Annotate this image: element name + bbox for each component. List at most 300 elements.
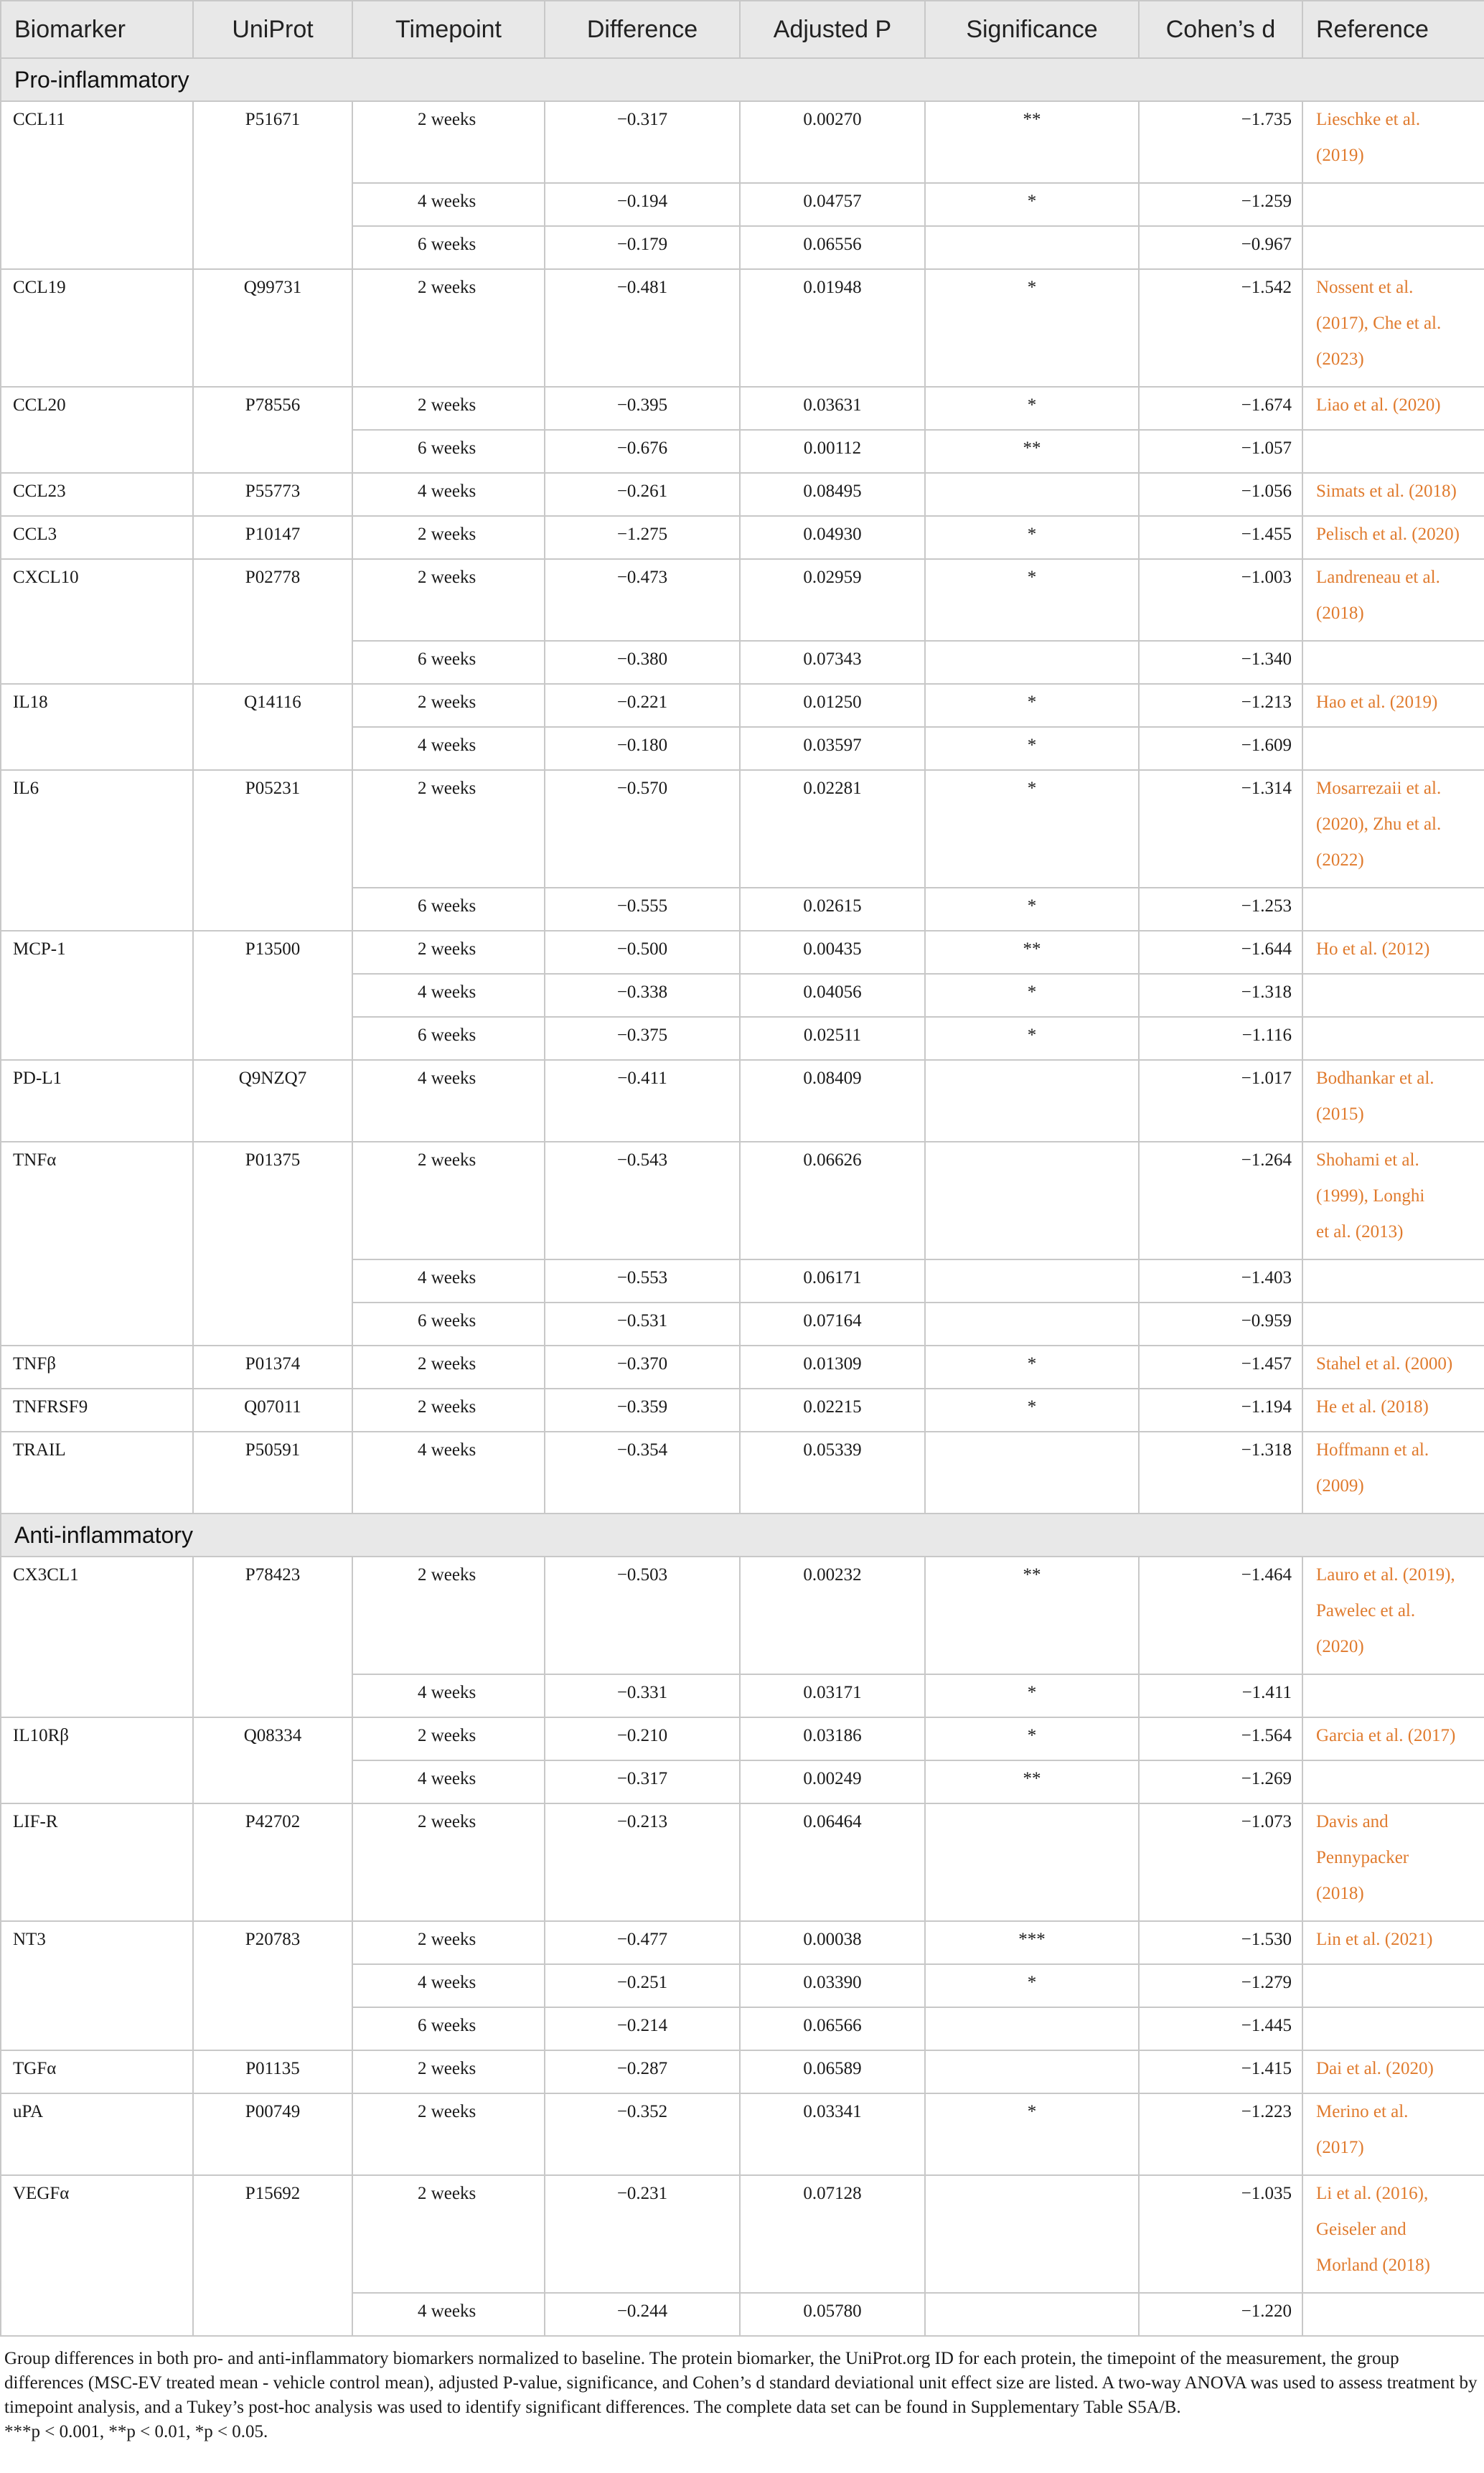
- difference-cell: −0.354: [545, 1432, 740, 1514]
- timepoint-cell: 4 weeks: [352, 974, 545, 1017]
- reference-link[interactable]: Lieschke et al.: [1316, 110, 1421, 129]
- reference-link[interactable]: Pelisch et al. (2020): [1316, 525, 1460, 544]
- difference-cell: −0.395: [545, 387, 740, 430]
- reference-link[interactable]: (2018): [1316, 604, 1364, 623]
- cohens-d-cell: −1.264: [1139, 1142, 1302, 1259]
- reference-link[interactable]: (2018): [1316, 1884, 1364, 1903]
- cohens-d-cell: −1.056: [1139, 473, 1302, 516]
- reference-link[interactable]: Lin et al. (2021): [1316, 1930, 1433, 1949]
- significance-cell: [925, 2007, 1139, 2050]
- cohens-d-cell: −1.057: [1139, 430, 1302, 473]
- section-header-row: [1, 1514, 1484, 1557]
- significance-cell: *: [925, 1389, 1139, 1432]
- reference-cell: [1302, 1259, 1484, 1303]
- significance-cell: *: [925, 1346, 1139, 1389]
- table-row: [1, 1389, 1484, 1432]
- difference-cell: −0.473: [545, 559, 740, 641]
- cohens-d-cell: −1.340: [1139, 641, 1302, 684]
- reference-cell: [1302, 1017, 1484, 1060]
- adjusted-p-cell: 0.00232: [740, 1557, 925, 1674]
- uniprot-cell: P01374: [193, 1346, 352, 1389]
- significance-key: ***p < 0.001, **p < 0.01, *p < 0.05.: [4, 2422, 268, 2441]
- reference-cell: [1302, 727, 1484, 770]
- uniprot-cell: P13500: [193, 931, 352, 1060]
- uniprot-cell: Q9NZQ7: [193, 1060, 352, 1142]
- timepoint-cell: 6 weeks: [352, 888, 545, 931]
- table-row: [1, 559, 1484, 641]
- significance-cell: **: [925, 101, 1139, 183]
- biomarker-cell: IL6: [1, 770, 193, 931]
- timepoint-cell: 6 weeks: [352, 1017, 545, 1060]
- cohens-d-cell: −1.415: [1139, 2050, 1302, 2093]
- difference-cell: −0.213: [545, 1803, 740, 1921]
- reference-cell: [1302, 473, 1484, 516]
- biomarker-cell: TRAIL: [1, 1432, 193, 1514]
- difference-cell: −0.503: [545, 1557, 740, 1674]
- uniprot-cell: P42702: [193, 1803, 352, 1921]
- uniprot-cell: P00749: [193, 2093, 352, 2175]
- adjusted-p-cell: 0.03341: [740, 2093, 925, 2175]
- significance-cell: *: [925, 1717, 1139, 1760]
- header-significance: Significance: [925, 1, 1139, 58]
- reference-link[interactable]: Davis and: [1316, 1812, 1389, 1831]
- difference-cell: −0.555: [545, 888, 740, 931]
- reference-cell: [1302, 1674, 1484, 1717]
- header-biomarker: Biomarker: [1, 1, 193, 58]
- difference-cell: −0.543: [545, 1142, 740, 1259]
- adjusted-p-cell: 0.06556: [740, 226, 925, 269]
- header-row: [1, 1, 1484, 58]
- significance-cell: *: [925, 559, 1139, 641]
- reference-link[interactable]: (2017), Che et al.: [1316, 314, 1442, 333]
- reference-cell: [1302, 1803, 1484, 1921]
- reference-link[interactable]: He et al. (2018): [1316, 1397, 1429, 1417]
- reference-link[interactable]: Liao et al. (2020): [1316, 395, 1441, 415]
- adjusted-p-cell: 0.00270: [740, 101, 925, 183]
- difference-cell: −0.231: [545, 2175, 740, 2293]
- difference-cell: −0.481: [545, 269, 740, 387]
- timepoint-cell: 6 weeks: [352, 641, 545, 684]
- table-row: [1, 1557, 1484, 1674]
- cohens-d-cell: −0.967: [1139, 226, 1302, 269]
- significance-cell: [925, 1432, 1139, 1514]
- table-row: [1, 1803, 1484, 1921]
- cohens-d-cell: −1.609: [1139, 727, 1302, 770]
- significance-cell: [925, 1259, 1139, 1303]
- significance-cell: [925, 2175, 1139, 2293]
- cohens-d-cell: −1.318: [1139, 974, 1302, 1017]
- timepoint-cell: 4 weeks: [352, 1760, 545, 1803]
- biomarker-cell: VEGFα: [1, 2175, 193, 2336]
- table-row: [1, 1346, 1484, 1389]
- difference-cell: −0.261: [545, 473, 740, 516]
- significance-cell: ***: [925, 1921, 1139, 1964]
- timepoint-cell: 2 weeks: [352, 1142, 545, 1259]
- reference-cell: [1302, 2093, 1484, 2175]
- significance-cell: [925, 641, 1139, 684]
- timepoint-cell: 4 weeks: [352, 1964, 545, 2007]
- reference-cell: [1302, 101, 1484, 183]
- difference-cell: −1.275: [545, 516, 740, 559]
- cohens-d-cell: −1.259: [1139, 183, 1302, 226]
- reference-cell: [1302, 226, 1484, 269]
- significance-cell: *: [925, 684, 1139, 727]
- significance-cell: *: [925, 727, 1139, 770]
- adjusted-p-cell: 0.06626: [740, 1142, 925, 1259]
- cohens-d-cell: −1.735: [1139, 101, 1302, 183]
- cohens-d-cell: −1.674: [1139, 387, 1302, 430]
- uniprot-cell: P05231: [193, 770, 352, 931]
- adjusted-p-cell: 0.00249: [740, 1760, 925, 1803]
- adjusted-p-cell: 0.02281: [740, 770, 925, 888]
- adjusted-p-cell: 0.06171: [740, 1259, 925, 1303]
- cohens-d-cell: −1.457: [1139, 1346, 1302, 1389]
- reference-link[interactable]: (2022): [1316, 850, 1364, 870]
- section-title: Anti-inflammatory: [1, 1514, 1484, 1557]
- reference-link[interactable]: Dai et al. (2020): [1316, 2059, 1434, 2078]
- significance-cell: *: [925, 387, 1139, 430]
- biomarker-cell: uPA: [1, 2093, 193, 2175]
- uniprot-cell: Q07011: [193, 1389, 352, 1432]
- table-row: [1, 2175, 1484, 2293]
- reference-link[interactable]: Landreneau et al.: [1316, 568, 1440, 587]
- footnote-caption: Group differences in both pro- and anti-inflammatory biomarkers normalized to baseline. The protein biomarker, the UniProt.org ID for each protein, the timepoint of the measurement, the group differences (MSC-EV treated mean - vehicle control mean), adjusted P-value, significance, and Cohen’s d standard deviational unit effect size are listed. A two-way ANOVA was used to assess treatment by timepoint analysis, and a Tukey’s post-hoc analysis was used to identify significant differences. The complete data set can be found in Supplementary Table S5A/B.: [4, 2349, 1478, 2417]
- significance-cell: [925, 1803, 1139, 1921]
- timepoint-cell: 2 weeks: [352, 684, 545, 727]
- header-uniprot: UniProt: [193, 1, 352, 58]
- table-row: [1, 516, 1484, 559]
- cohens-d-cell: −1.644: [1139, 931, 1302, 974]
- biomarker-cell: TNFβ: [1, 1346, 193, 1389]
- difference-cell: −0.331: [545, 1674, 740, 1717]
- difference-cell: −0.287: [545, 2050, 740, 2093]
- reference-cell: [1302, 559, 1484, 641]
- timepoint-cell: 4 weeks: [352, 2293, 545, 2336]
- cohens-d-cell: −1.003: [1139, 559, 1302, 641]
- reference-link[interactable]: Nossent et al.: [1316, 278, 1414, 297]
- reference-cell: [1302, 516, 1484, 559]
- cohens-d-cell: −1.542: [1139, 269, 1302, 387]
- difference-cell: −0.380: [545, 641, 740, 684]
- table-row: [1, 684, 1484, 727]
- cohens-d-cell: −1.035: [1139, 2175, 1302, 2293]
- reference-cell: [1302, 2293, 1484, 2336]
- biomarker-cell: TGFα: [1, 2050, 193, 2093]
- cohens-d-cell: −1.455: [1139, 516, 1302, 559]
- timepoint-cell: 2 weeks: [352, 2175, 545, 2293]
- uniprot-cell: P51671: [193, 101, 352, 269]
- significance-cell: *: [925, 974, 1139, 1017]
- uniprot-cell: P10147: [193, 516, 352, 559]
- uniprot-cell: Q14116: [193, 684, 352, 770]
- reference-link[interactable]: Bodhankar et al.: [1316, 1069, 1434, 1088]
- cohens-d-cell: −1.253: [1139, 888, 1302, 931]
- difference-cell: −0.375: [545, 1017, 740, 1060]
- adjusted-p-cell: 0.03171: [740, 1674, 925, 1717]
- header-adjusted-p: Adjusted P: [740, 1, 925, 58]
- table-body: [1, 58, 1484, 2336]
- cohens-d-cell: −1.279: [1139, 1964, 1302, 2007]
- cohens-d-cell: −1.017: [1139, 1060, 1302, 1142]
- biomarker-cell: CCL11: [1, 101, 193, 269]
- difference-cell: −0.194: [545, 183, 740, 226]
- uniprot-cell: Q08334: [193, 1717, 352, 1803]
- cohens-d-cell: −0.959: [1139, 1303, 1302, 1346]
- adjusted-p-cell: 0.04056: [740, 974, 925, 1017]
- timepoint-cell: 6 weeks: [352, 430, 545, 473]
- biomarker-cell: CCL20: [1, 387, 193, 473]
- adjusted-p-cell: 0.02615: [740, 888, 925, 931]
- adjusted-p-cell: 0.01309: [740, 1346, 925, 1389]
- significance-cell: *: [925, 1964, 1139, 2007]
- reference-cell: [1302, 1060, 1484, 1142]
- table-row: [1, 1921, 1484, 1964]
- difference-cell: −0.411: [545, 1060, 740, 1142]
- reference-cell: [1302, 1717, 1484, 1760]
- section-title: Pro-inflammatory: [1, 58, 1484, 101]
- cohens-d-cell: −1.269: [1139, 1760, 1302, 1803]
- reference-cell: [1302, 2050, 1484, 2093]
- difference-cell: −0.359: [545, 1389, 740, 1432]
- reference-cell: [1302, 1303, 1484, 1346]
- biomarker-cell: LIF-R: [1, 1803, 193, 1921]
- difference-cell: −0.317: [545, 1760, 740, 1803]
- difference-cell: −0.251: [545, 1964, 740, 2007]
- reference-link[interactable]: Stahel et al. (2000): [1316, 1354, 1453, 1374]
- timepoint-cell: 2 weeks: [352, 387, 545, 430]
- reference-cell: [1302, 1557, 1484, 1674]
- uniprot-cell: P20783: [193, 1921, 352, 2050]
- difference-cell: −0.570: [545, 770, 740, 888]
- uniprot-cell: P50591: [193, 1432, 352, 1514]
- significance-cell: *: [925, 888, 1139, 931]
- table-row: [1, 473, 1484, 516]
- timepoint-cell: 4 weeks: [352, 473, 545, 516]
- reference-link[interactable]: Simats et al. (2018): [1316, 482, 1457, 501]
- difference-cell: −0.317: [545, 101, 740, 183]
- cohens-d-cell: −1.403: [1139, 1259, 1302, 1303]
- table-row: [1, 2050, 1484, 2093]
- difference-cell: −0.370: [545, 1346, 740, 1389]
- biomarker-cell: CCL19: [1, 269, 193, 387]
- timepoint-cell: 2 weeks: [352, 2050, 545, 2093]
- timepoint-cell: 2 weeks: [352, 1346, 545, 1389]
- significance-cell: **: [925, 430, 1139, 473]
- table-row: [1, 269, 1484, 387]
- uniprot-cell: P15692: [193, 2175, 352, 2336]
- timepoint-cell: 4 weeks: [352, 1432, 545, 1514]
- timepoint-cell: 4 weeks: [352, 1259, 545, 1303]
- table-row: [1, 931, 1484, 974]
- header-difference: Difference: [545, 1, 740, 58]
- adjusted-p-cell: 0.06589: [740, 2050, 925, 2093]
- reference-cell: [1302, 974, 1484, 1017]
- significance-cell: **: [925, 931, 1139, 974]
- reference-link[interactable]: Shohami et al.: [1316, 1150, 1419, 1170]
- significance-cell: *: [925, 269, 1139, 387]
- biomarker-cell: TNFRSF9: [1, 1389, 193, 1432]
- reference-link[interactable]: Hao et al. (2019): [1316, 693, 1438, 712]
- biomarker-cell: CX3CL1: [1, 1557, 193, 1717]
- header-cohens-d: Cohen’s d: [1139, 1, 1302, 58]
- reference-link[interactable]: (2015): [1316, 1104, 1364, 1124]
- adjusted-p-cell: 0.03186: [740, 1717, 925, 1760]
- difference-cell: −0.221: [545, 684, 740, 727]
- reference-link[interactable]: et al. (2013): [1316, 1222, 1404, 1242]
- timepoint-cell: 6 weeks: [352, 2007, 545, 2050]
- significance-cell: *: [925, 183, 1139, 226]
- adjusted-p-cell: 0.07343: [740, 641, 925, 684]
- table-row: [1, 101, 1484, 183]
- reference-cell: [1302, 1346, 1484, 1389]
- reference-link[interactable]: (2020): [1316, 1637, 1364, 1656]
- biomarker-cell: IL10Rβ: [1, 1717, 193, 1803]
- reference-link[interactable]: Li et al. (2016),: [1316, 2184, 1429, 2203]
- difference-cell: −0.531: [545, 1303, 740, 1346]
- cohens-d-cell: −1.445: [1139, 2007, 1302, 2050]
- table-row: [1, 1717, 1484, 1760]
- reference-link[interactable]: Pawelec et al.: [1316, 1601, 1416, 1620]
- section-header-row: [1, 58, 1484, 101]
- adjusted-p-cell: 0.02959: [740, 559, 925, 641]
- reference-link[interactable]: Merino et al.: [1316, 2102, 1409, 2121]
- biomarker-cell: MCP-1: [1, 931, 193, 1060]
- timepoint-cell: 2 weeks: [352, 516, 545, 559]
- timepoint-cell: 6 weeks: [352, 1303, 545, 1346]
- uniprot-cell: Q99731: [193, 269, 352, 387]
- biomarker-cell: CCL23: [1, 473, 193, 516]
- table-footnote: [0, 2337, 1484, 2444]
- difference-cell: −0.244: [545, 2293, 740, 2336]
- adjusted-p-cell: 0.06566: [740, 2007, 925, 2050]
- significance-cell: *: [925, 770, 1139, 888]
- cohens-d-cell: −1.318: [1139, 1432, 1302, 1514]
- difference-cell: −0.179: [545, 226, 740, 269]
- cohens-d-cell: −1.564: [1139, 1717, 1302, 1760]
- reference-link[interactable]: (1999), Longhi: [1316, 1186, 1425, 1206]
- reference-cell: [1302, 2007, 1484, 2050]
- table-row: [1, 770, 1484, 888]
- header-reference: Reference: [1302, 1, 1484, 58]
- significance-cell: *: [925, 1674, 1139, 1717]
- adjusted-p-cell: 0.05339: [740, 1432, 925, 1514]
- uniprot-cell: P55773: [193, 473, 352, 516]
- difference-cell: −0.210: [545, 1717, 740, 1760]
- uniprot-cell: P02778: [193, 559, 352, 684]
- timepoint-cell: 2 weeks: [352, 1389, 545, 1432]
- reference-link[interactable]: Hoffmann et al.: [1316, 1440, 1429, 1460]
- significance-cell: [925, 2050, 1139, 2093]
- table-row: [1, 387, 1484, 430]
- significance-cell: [925, 2293, 1139, 2336]
- reference-cell: [1302, 770, 1484, 888]
- biomarker-cell: IL18: [1, 684, 193, 770]
- reference-link[interactable]: Garcia et al. (2017): [1316, 1726, 1456, 1745]
- cohens-d-cell: −1.223: [1139, 2093, 1302, 2175]
- reference-link[interactable]: Morland (2018): [1316, 2256, 1430, 2275]
- difference-cell: −0.352: [545, 2093, 740, 2175]
- reference-link[interactable]: (2020), Zhu et al.: [1316, 815, 1442, 834]
- significance-cell: [925, 1060, 1139, 1142]
- reference-cell: [1302, 2175, 1484, 2293]
- adjusted-p-cell: 0.01948: [740, 269, 925, 387]
- significance-cell: *: [925, 1017, 1139, 1060]
- header-timepoint: Timepoint: [352, 1, 545, 58]
- reference-cell: [1302, 430, 1484, 473]
- adjusted-p-cell: 0.07128: [740, 2175, 925, 2293]
- significance-cell: **: [925, 1760, 1139, 1803]
- reference-link[interactable]: Ho et al. (2012): [1316, 939, 1430, 959]
- significance-cell: [925, 473, 1139, 516]
- timepoint-cell: 2 weeks: [352, 1717, 545, 1760]
- timepoint-cell: 6 weeks: [352, 226, 545, 269]
- reference-cell: [1302, 387, 1484, 430]
- adjusted-p-cell: 0.07164: [740, 1303, 925, 1346]
- timepoint-cell: 2 weeks: [352, 1921, 545, 1964]
- reference-link[interactable]: (2009): [1316, 1476, 1364, 1496]
- table-row: [1, 1142, 1484, 1259]
- biomarker-cell: TNFα: [1, 1142, 193, 1346]
- difference-cell: −0.477: [545, 1921, 740, 1964]
- significance-cell: [925, 1142, 1139, 1259]
- reference-link[interactable]: (2019): [1316, 146, 1364, 165]
- table-row: [1, 1060, 1484, 1142]
- timepoint-cell: 2 weeks: [352, 2093, 545, 2175]
- adjusted-p-cell: 0.02215: [740, 1389, 925, 1432]
- timepoint-cell: 2 weeks: [352, 1803, 545, 1921]
- timepoint-cell: 2 weeks: [352, 269, 545, 387]
- cohens-d-cell: −1.530: [1139, 1921, 1302, 1964]
- adjusted-p-cell: 0.05780: [740, 2293, 925, 2336]
- reference-link[interactable]: (2017): [1316, 2138, 1364, 2157]
- significance-cell: [925, 1303, 1139, 1346]
- reference-link[interactable]: (2023): [1316, 349, 1364, 369]
- adjusted-p-cell: 0.08409: [740, 1060, 925, 1142]
- uniprot-cell: P78423: [193, 1557, 352, 1717]
- reference-link[interactable]: Geiseler and: [1316, 2220, 1406, 2239]
- table-row: [1, 2093, 1484, 2175]
- reference-cell: [1302, 684, 1484, 727]
- significance-cell: [925, 226, 1139, 269]
- cohens-d-cell: −1.213: [1139, 684, 1302, 727]
- cohens-d-cell: −1.220: [1139, 2293, 1302, 2336]
- reference-cell: [1302, 931, 1484, 974]
- adjusted-p-cell: 0.06464: [740, 1803, 925, 1921]
- adjusted-p-cell: 0.02511: [740, 1017, 925, 1060]
- reference-link[interactable]: Mosarrezaii et al.: [1316, 779, 1442, 798]
- biomarker-cell: NT3: [1, 1921, 193, 2050]
- biomarker-cell: CXCL10: [1, 559, 193, 684]
- difference-cell: −0.553: [545, 1259, 740, 1303]
- adjusted-p-cell: 0.00112: [740, 430, 925, 473]
- reference-cell: [1302, 1964, 1484, 2007]
- reference-cell: [1302, 1389, 1484, 1432]
- adjusted-p-cell: 0.03390: [740, 1964, 925, 2007]
- reference-link[interactable]: Pennypacker: [1316, 1848, 1409, 1867]
- reference-cell: [1302, 1760, 1484, 1803]
- reference-cell: [1302, 1142, 1484, 1259]
- biomarker-cell: CCL3: [1, 516, 193, 559]
- cohens-d-cell: −1.073: [1139, 1803, 1302, 1921]
- adjusted-p-cell: 0.04757: [740, 183, 925, 226]
- uniprot-cell: P78556: [193, 387, 352, 473]
- difference-cell: −0.214: [545, 2007, 740, 2050]
- timepoint-cell: 4 weeks: [352, 727, 545, 770]
- significance-cell: **: [925, 1557, 1139, 1674]
- reference-link[interactable]: Lauro et al. (2019),: [1316, 1565, 1455, 1585]
- adjusted-p-cell: 0.03597: [740, 727, 925, 770]
- significance-cell: *: [925, 2093, 1139, 2175]
